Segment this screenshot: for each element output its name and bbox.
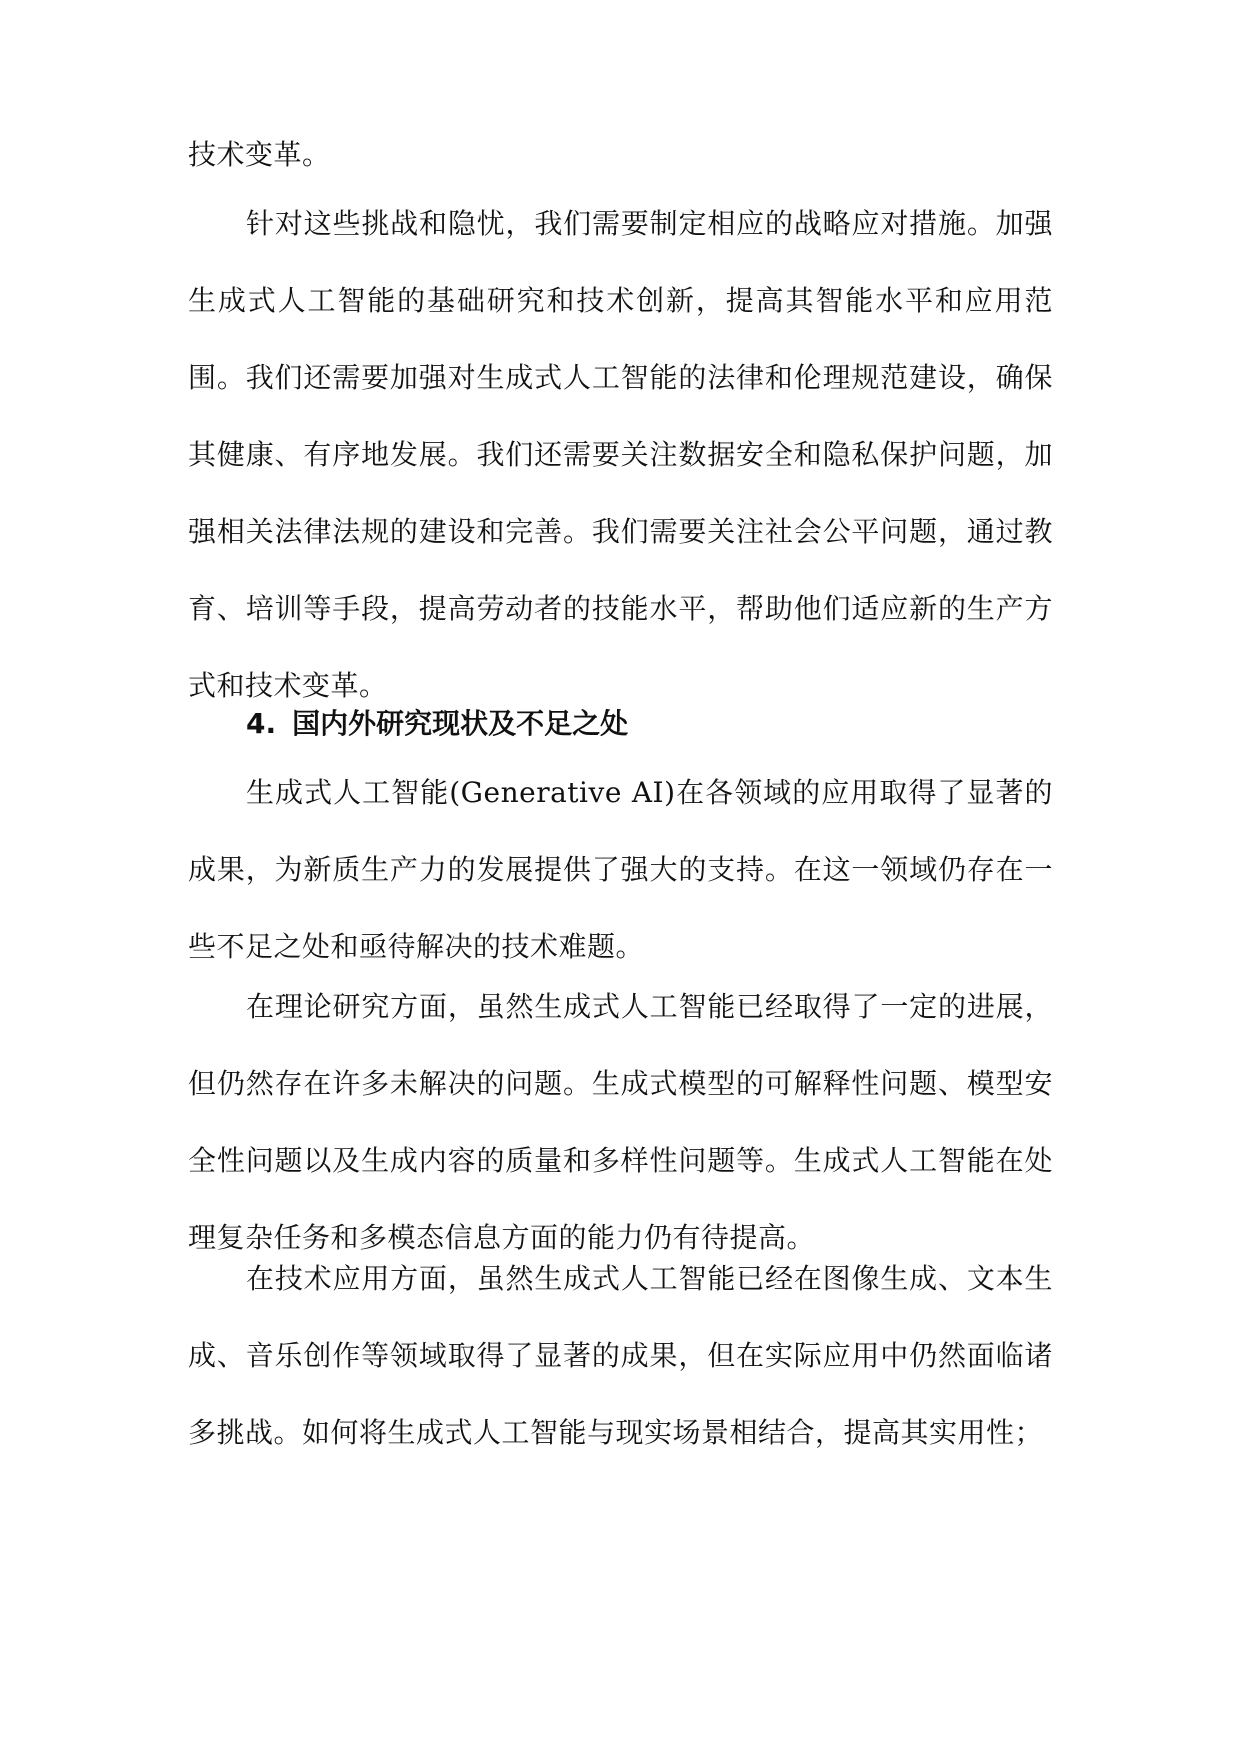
paragraph-strategy: 针对这些挑战和隐忧，我们需要制定相应的战略应对措施。加强生成式人工智能的基础研究和技术创新，提高其智能水平和应用范围。我们还需要加强对生成式人工智能的法律和伦理规范建设，确保其健康、有序地发展。我们还需要关注数据安全和隐私保护问题，加强相关法律法规的建设和完善。我们需要关注社会公平问题，通过教育、培训等手段，提高劳动者的技能水平，帮助他们适应新的生产方式和技术变革。 <box>188 207 1053 702</box>
section-heading <box>246 685 1046 762</box>
paragraph-application: 在技术应用方面，虽然生成式人工智能已经在图像生成、文本生成、音乐创作等领域取得了显著的成果，但在实际应用中仍然面临诸多挑战。如何将生成式人工智能与现实场景相结合，提高其实用性； <box>188 1262 1053 1449</box>
paragraph-continuation: 技术变革。 <box>188 138 331 171</box>
section-number: 4. <box>246 707 277 740</box>
section-title: 国内外研究现状及不足之处 <box>292 707 629 740</box>
paragraph-intro: 生成式人工智能(Generative AI)在各领域的应用取得了显著的成果，为新质生产力的发展提供了强大的支持。在这一领域仍存在一些不足之处和亟待解决的技术难题。 <box>188 776 1053 963</box>
paragraph-theory: 在理论研究方面，虽然生成式人工智能已经取得了一定的进展，但仍然存在许多未解决的问题。生成式模型的可解释性问题、模型安全性问题以及生成内容的质量和多样性问题等。生成式人工智能在处理复杂任务和多模态信息方面的能力仍有待提高。 <box>188 990 1053 1254</box>
